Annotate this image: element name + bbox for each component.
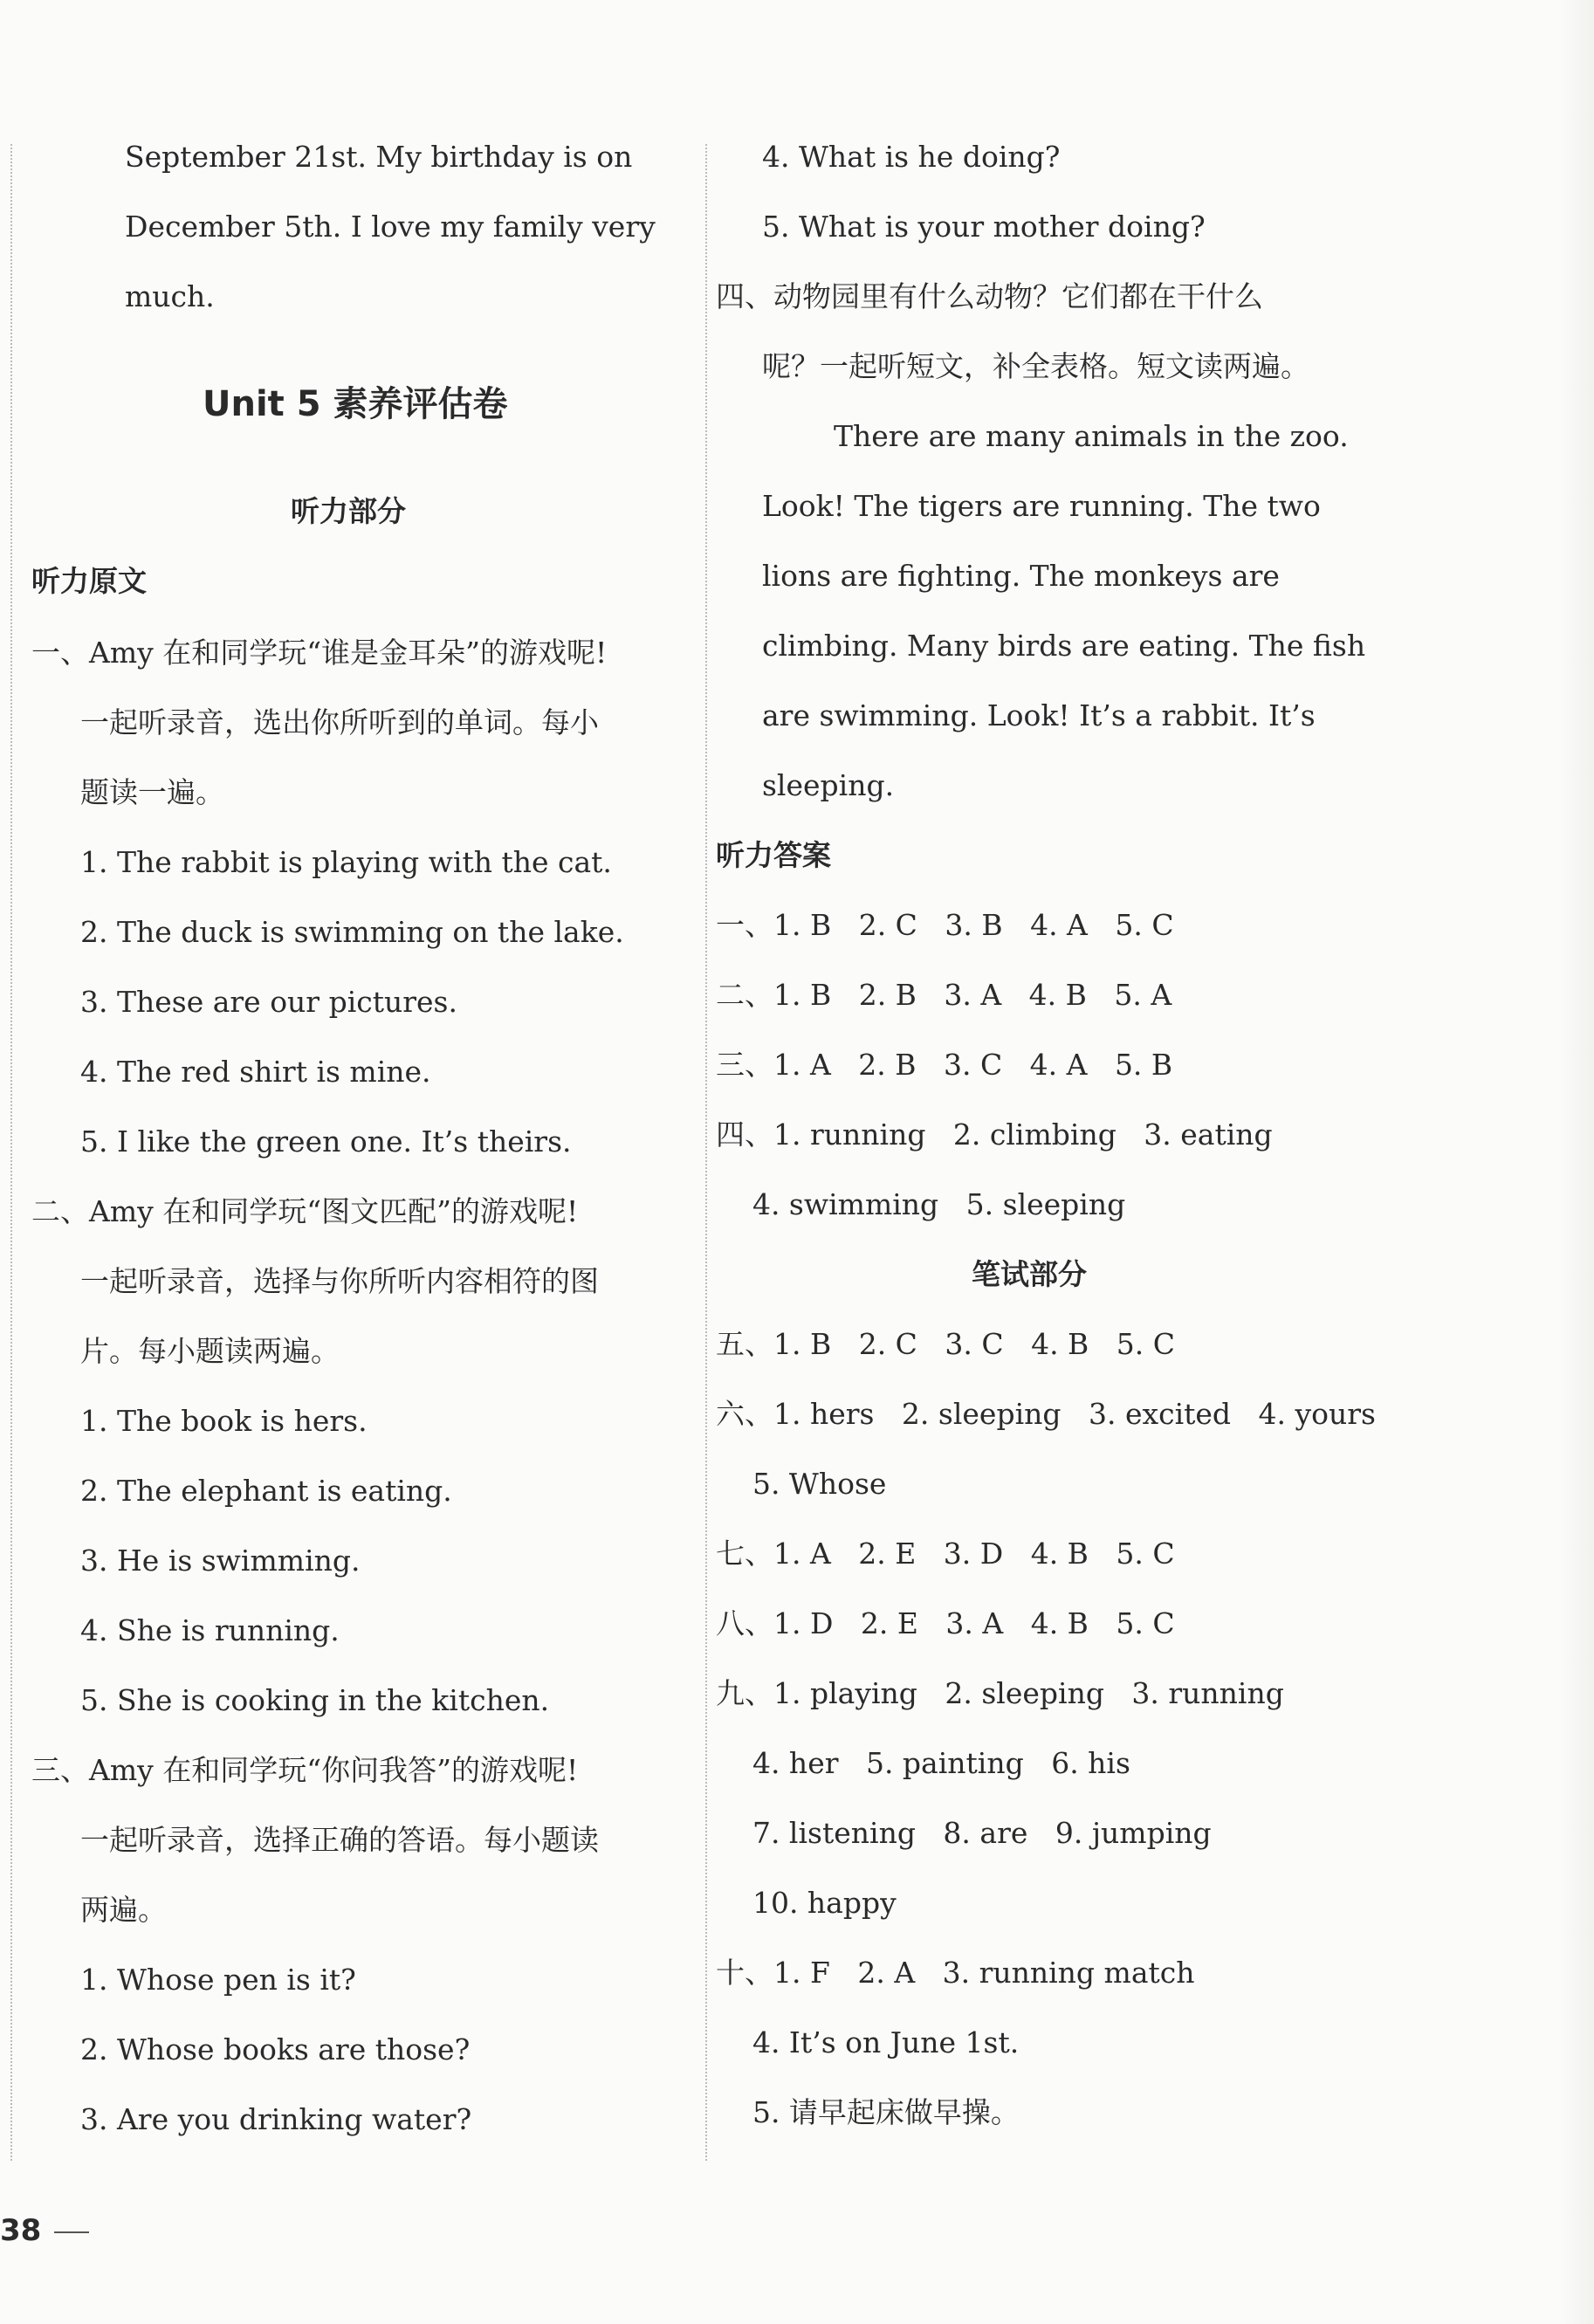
- answer-line: 一、1. B 2. C 3. B 4. A 5. C: [716, 908, 1174, 942]
- q4-title-line-1: 四、动物园里有什么动物？它们都在干什么: [716, 279, 1263, 313]
- q3-item: 2. Whose books are those?: [80, 2032, 471, 2066]
- q4-passage-line: Look! The tigers are running. The two: [762, 489, 1321, 523]
- q2-item: 5. She is cooking in the kitchen.: [80, 1683, 550, 1717]
- q3-title-line-3: 两遍。: [80, 1893, 167, 1927]
- q1-item: 1. The rabbit is playing with the cat.: [80, 845, 612, 879]
- q3-title-line-2: 一起听录音，选择正确的答语。每小题读: [80, 1823, 599, 1857]
- intro-line-2: December 5th. I love my family very: [125, 210, 656, 244]
- answer-line: 5. Whose: [716, 1467, 887, 1501]
- q1-item: 2. The duck is swimming on the lake.: [80, 915, 624, 949]
- answer-line: 十、1. F 2. A 3. running match: [716, 1956, 1195, 1990]
- page-number: 38: [0, 2213, 42, 2248]
- q3-item: 3. Are you drinking water?: [80, 2102, 472, 2136]
- intro-line-1: September 21st. My birthday is on: [125, 140, 633, 174]
- answer-line: 五、1. B 2. C 3. C 4. B 5. C: [716, 1327, 1176, 1361]
- q2-title-line-1: 二、Amy 在和同学玩“图文匹配”的游戏呢!: [31, 1194, 579, 1228]
- answer-line: 九、1. playing 2. sleeping 3. running: [716, 1676, 1284, 1710]
- q1-title-line-1: 一、Amy 在和同学玩“谁是金耳朵”的游戏呢!: [31, 636, 608, 670]
- q1-title-line-2: 一起听录音，选出你所听到的单词。每小: [80, 705, 599, 739]
- q4-passage-line: are swimming. Look! It’s a rabbit. It’s: [762, 698, 1316, 732]
- q3-item: 1. Whose pen is it?: [80, 1963, 356, 1997]
- page-edge-shadow: [1559, 0, 1594, 2324]
- unit-title: Unit 5 素养评估卷: [203, 384, 508, 424]
- q2-title-line-2: 一起听录音，选择与你所听内容相符的图: [80, 1264, 599, 1298]
- q2-item: 4. She is running.: [80, 1613, 340, 1647]
- answer-line: 5. 请早起床做早操。: [716, 2095, 1020, 2129]
- answer-line: 四、1. running 2. climbing 3. eating: [716, 1117, 1273, 1152]
- answer-line: 七、1. A 2. E 3. D 4. B 5. C: [716, 1537, 1175, 1571]
- listening-part-heading: 听力部分: [291, 494, 406, 528]
- column-divider: [705, 144, 707, 2161]
- listening-answers-heading: 听力答案: [716, 838, 831, 872]
- q2-title-line-3: 片。每小题读两遍。: [80, 1334, 340, 1368]
- answer-line: 六、1. hers 2. sleeping 3. excited 4. yours: [716, 1397, 1376, 1431]
- answer-line: 7. listening 8. are 9. jumping: [716, 1816, 1212, 1850]
- answer-line: 10. happy: [716, 1886, 897, 1920]
- listening-text-heading: 听力原文: [31, 564, 147, 598]
- q1-item: 3. These are our pictures.: [80, 985, 457, 1019]
- page-number-dash: [54, 2231, 89, 2233]
- q4-passage-line: climbing. Many birds are eating. The fish: [762, 629, 1366, 663]
- q4-title-line-2: 呢？一起听短文，补全表格。短文读两遍。: [762, 349, 1309, 383]
- q3-item: 5. What is your mother doing?: [762, 210, 1206, 244]
- q3-title-line-1: 三、Amy 在和同学玩“你问我答”的游戏呢!: [31, 1753, 579, 1787]
- written-part-heading: 笔试部分: [972, 1257, 1087, 1291]
- answer-line: 二、1. B 2. B 3. A 4. B 5. A: [716, 978, 1172, 1012]
- q2-item: 1. The book is hers.: [80, 1404, 368, 1438]
- answer-line: 4. her 5. painting 6. his: [716, 1746, 1130, 1780]
- q1-title-line-3: 题读一遍。: [80, 775, 224, 809]
- answer-line: 八、1. D 2. E 3. A 4. B 5. C: [716, 1606, 1175, 1640]
- q4-passage-line: sleeping.: [762, 768, 895, 802]
- q3-item: 4. What is he doing?: [762, 140, 1061, 174]
- q1-item: 5. I like the green one. It’s theirs.: [80, 1124, 572, 1159]
- answer-line: 三、1. A 2. B 3. C 4. A 5. B: [716, 1048, 1173, 1082]
- q2-item: 3. He is swimming.: [80, 1544, 361, 1578]
- q4-passage-line: lions are fighting. The monkeys are: [762, 559, 1280, 593]
- q1-item: 4. The red shirt is mine.: [80, 1055, 431, 1089]
- answer-line: 4. swimming 5. sleeping: [716, 1187, 1126, 1221]
- q4-passage-line: There are many animals in the zoo.: [834, 419, 1349, 453]
- left-margin-rule: [10, 144, 12, 2161]
- answer-line: 4. It’s on June 1st.: [716, 2025, 1020, 2059]
- intro-line-3: much.: [125, 279, 215, 313]
- q2-item: 2. The elephant is eating.: [80, 1474, 452, 1508]
